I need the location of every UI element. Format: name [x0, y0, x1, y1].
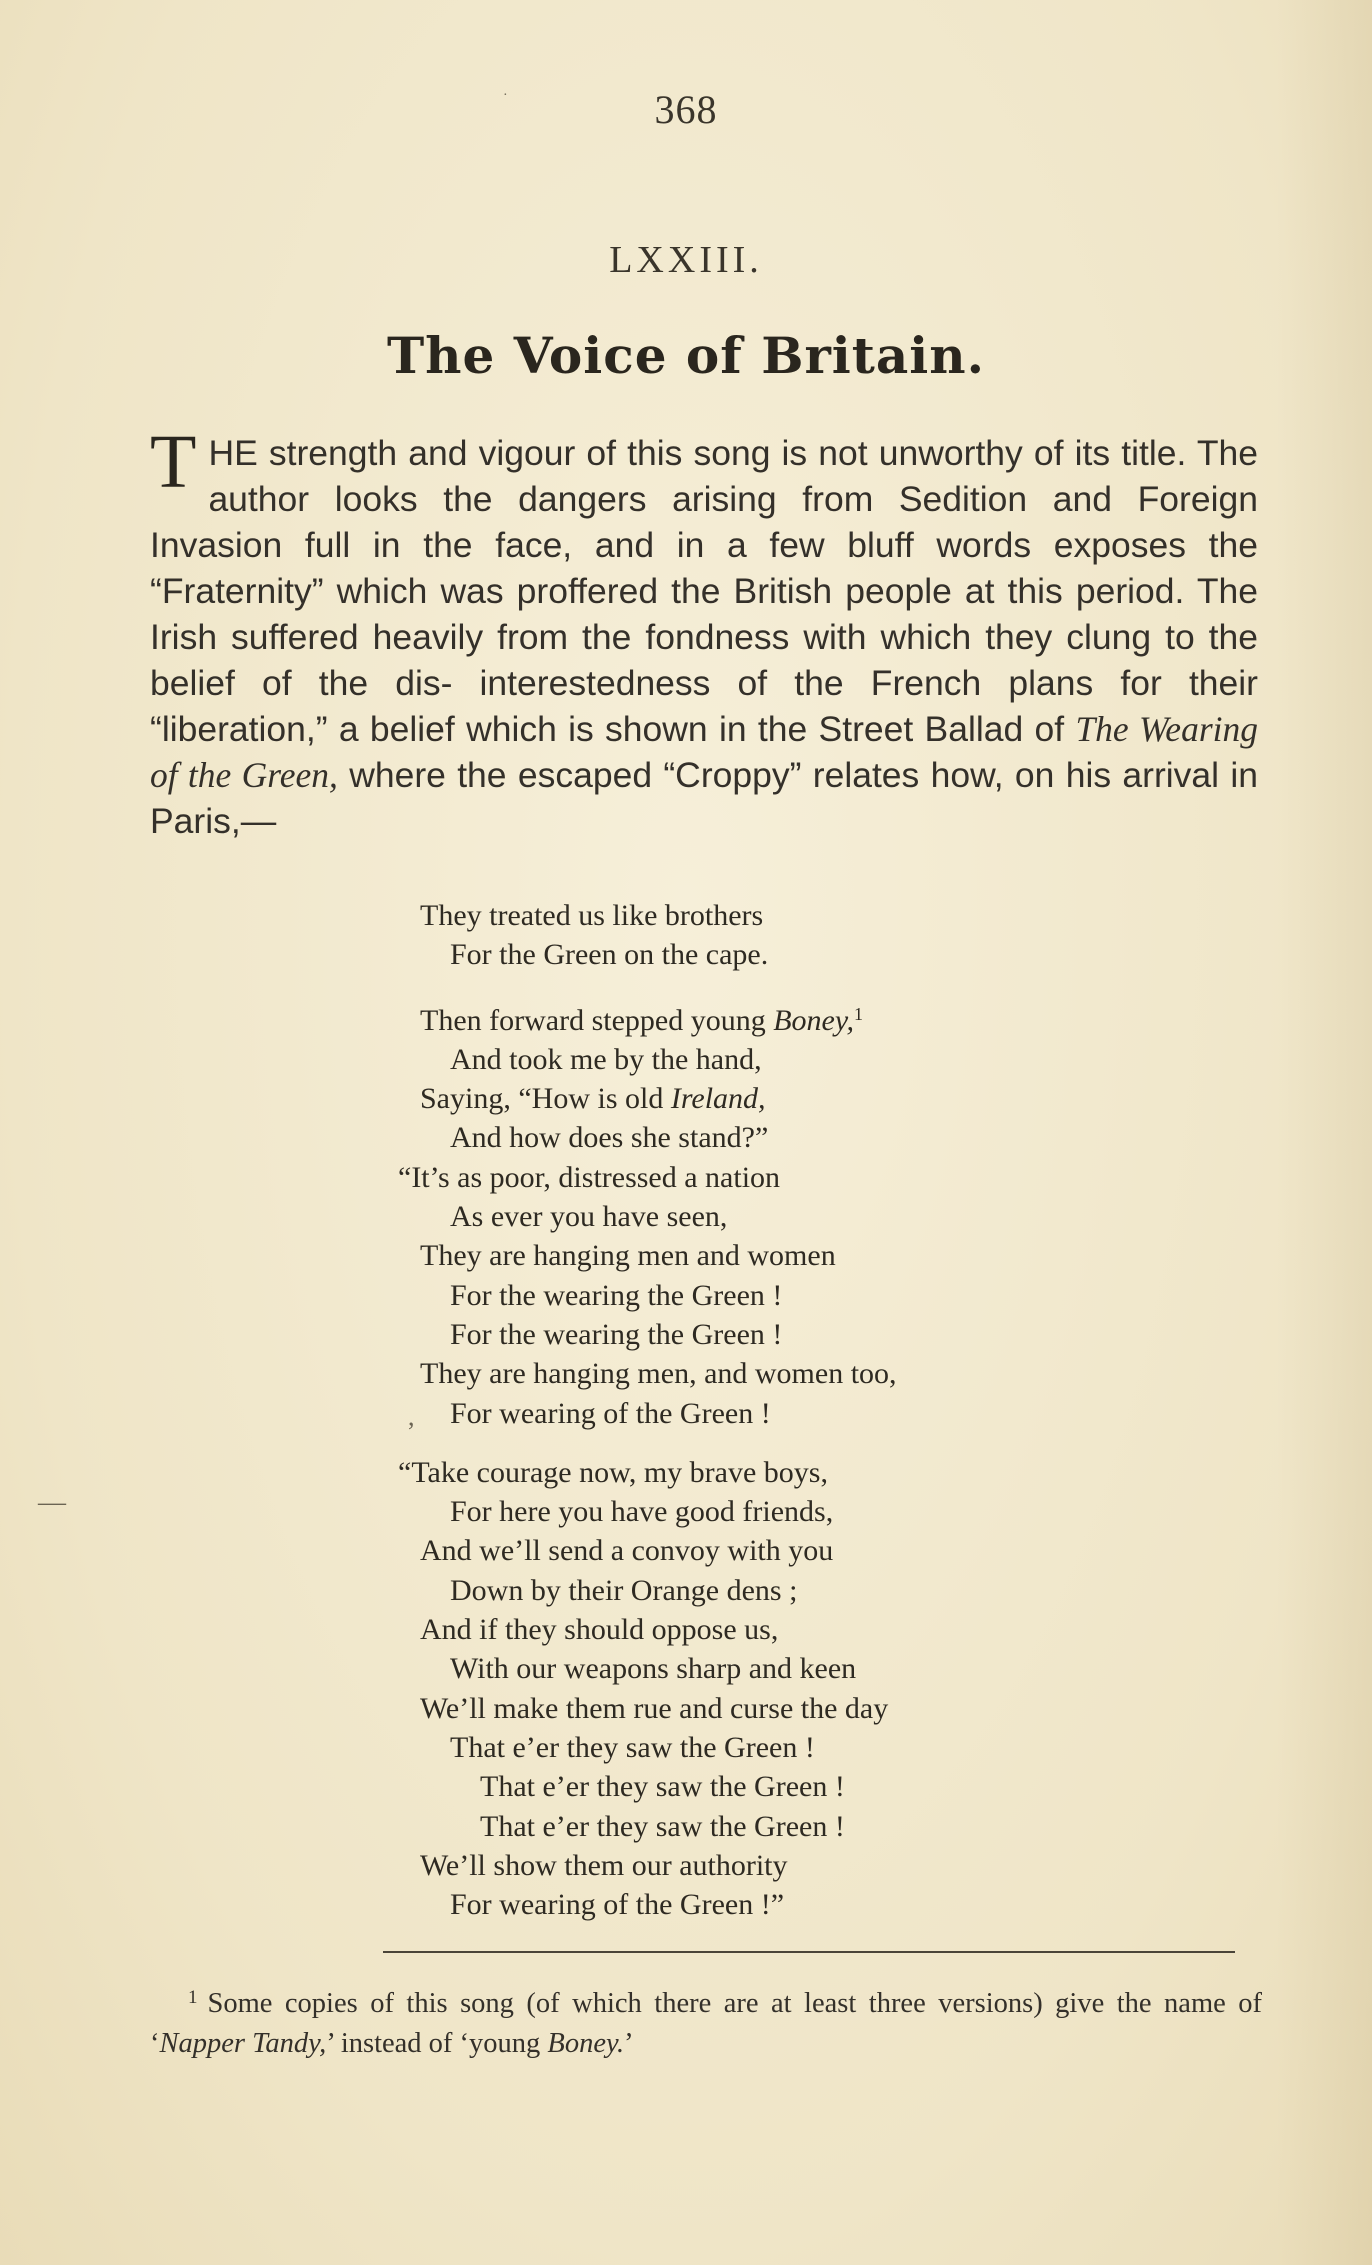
footnote-number: 1 — [188, 1987, 198, 2008]
verse-line: “Take courage now, my brave boys, — [398, 1455, 828, 1489]
intro-text-1: HE strength and vigour of this song is not unworthy of its title. The author looks the dangers arising from Sedition and Foreign Invasion full in the face, and in a few bluff words exposes the “Fraternity” which was proffered the British people at this period. The Irish suffered heavily from the fondness with which they clung to the belief of the dis- interestedness of the French plans for their “liberation,” a belief which is shown in the Street Ballad of — [150, 433, 1258, 749]
verse-line: For the Green on the cape. — [450, 938, 769, 972]
verse-line: And if they should oppose us, — [420, 1613, 779, 1647]
verse-line: As ever you have seen, — [450, 1200, 728, 1234]
verse-line: They are hanging men and women — [420, 1239, 836, 1273]
verse-line: And we’ll send a convoy with you — [420, 1534, 834, 1568]
verse-line: And took me by the hand, — [450, 1042, 762, 1076]
verse-line: We’ll make them rue and curse the day — [420, 1691, 889, 1725]
intro-text-2: where the escaped “Croppy” relates how, on his arrival in Paris,— — [150, 755, 1258, 841]
verse-line: Saying, “How is old Ireland, — [420, 1082, 766, 1116]
verse-line: They treated us like brothers — [420, 899, 764, 932]
verse-line: We’ll show them our authority — [420, 1848, 788, 1882]
verse-line: For wearing of the Green !” — [450, 1888, 785, 1922]
verse-line: That e’er they saw the Green ! — [480, 1809, 845, 1843]
verse-line: For the wearing the Green ! — [450, 1317, 783, 1351]
footnote: $^1$ Some copies of this song (of which there are at least three versions) give the name of ‘Napper Tandy,’ instead of ‘young Boney.’ — [150, 1987, 1262, 2059]
verse-line: “It’s as poor, distressed a nation — [398, 1160, 781, 1194]
intro-paragraph — [150, 420, 1258, 844]
drop-cap: T — [150, 420, 197, 504]
chapter-number: LXXIII. — [609, 239, 763, 281]
ballad-title: The Wearing of the Green, — [150, 709, 1258, 795]
footnote-rule — [383, 1951, 1235, 1953]
verse-line: That e’er they saw the Green ! — [450, 1730, 815, 1764]
footnote-ref: 1 — [854, 1003, 864, 1024]
margin-mark: , — [408, 1402, 415, 1431]
margin-mark: · — [503, 88, 508, 103]
page-number: 368 — [654, 87, 718, 132]
verse-line: They are hanging men, and women too, — [420, 1357, 897, 1391]
verse-block — [398, 896, 1120, 1924]
verse-line: With our weapons sharp and keen — [450, 1652, 857, 1686]
song-title: The Voice of Britain. — [386, 326, 986, 385]
verse-line: Down by their Orange dens ; — [450, 1573, 798, 1607]
margin-mark: — — [38, 1487, 66, 1518]
verse-line: And how does she stand?” — [450, 1121, 769, 1155]
verse-line: For here you have good friends, — [450, 1495, 834, 1529]
verse-line: That e’er they saw the Green ! — [480, 1770, 845, 1804]
verse-line: For wearing of the Green ! — [450, 1396, 771, 1430]
verse-line: Then forward stepped young Boney,$^1$ — [420, 1003, 864, 1037]
verse-line: For the wearing the Green ! — [450, 1278, 783, 1312]
